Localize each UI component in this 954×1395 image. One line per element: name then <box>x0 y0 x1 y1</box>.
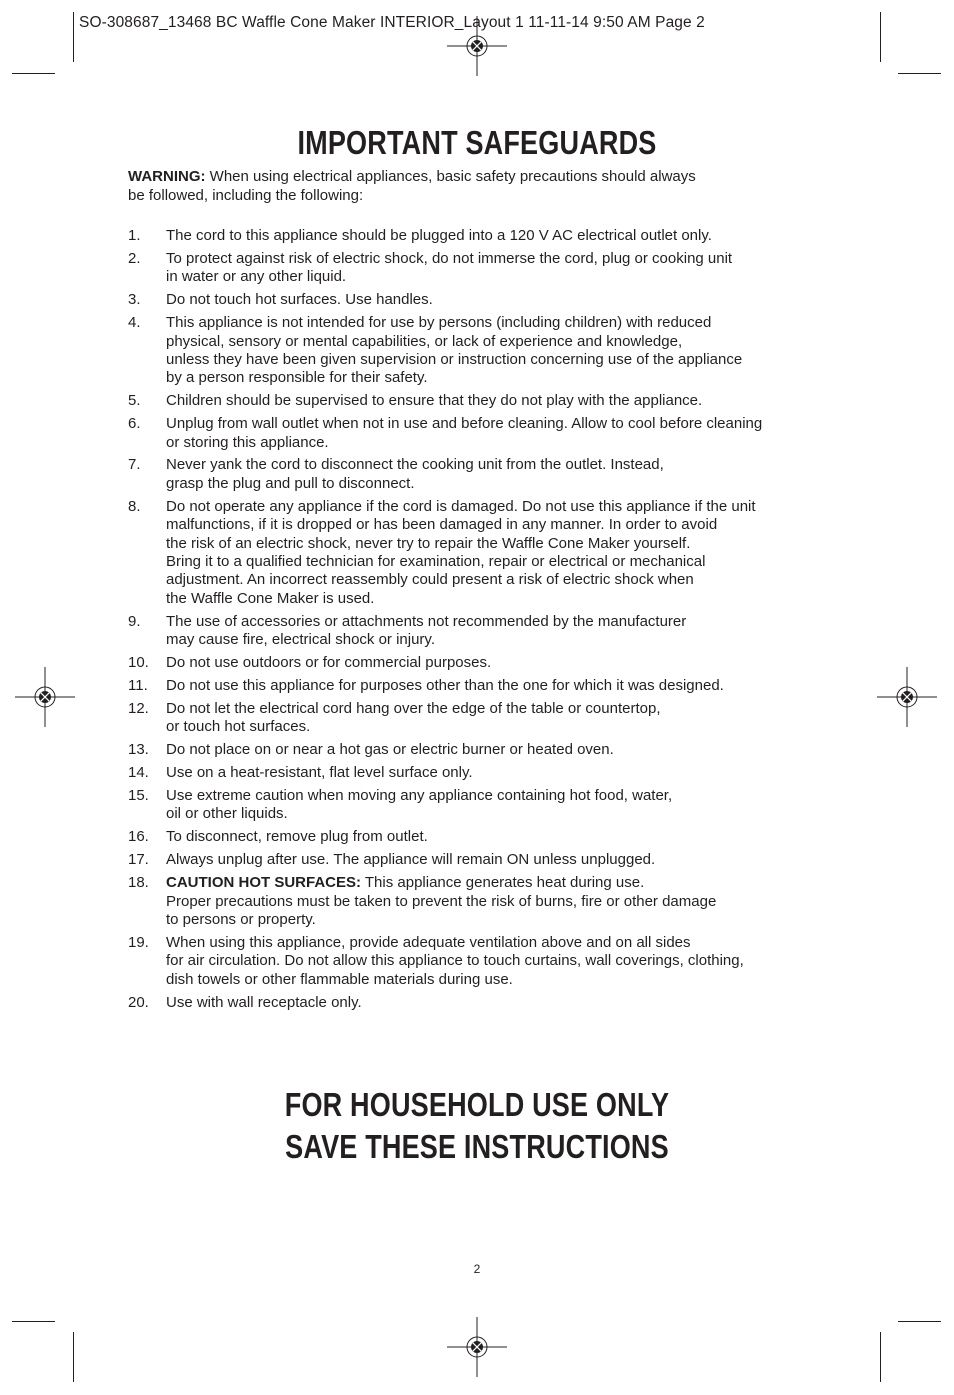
list-item-number: 9. <box>128 612 141 630</box>
list-item-number: 4. <box>128 314 141 332</box>
list-item <box>128 314 828 388</box>
list-item <box>128 392 828 410</box>
list-item <box>128 415 828 452</box>
list-item <box>128 764 828 782</box>
list-item-line: Use on a heat-resistant, flat level surface only. <box>166 764 473 782</box>
list-item-text: This appliance generates heat during use. <box>361 874 645 892</box>
page-title: IMPORTANT SAFEGUARDS <box>297 124 657 161</box>
list-item-number: 1. <box>128 227 141 244</box>
list-item-line: malfunctions, if it is dropped or has been damaged in any manner. In order to avoid <box>166 516 718 534</box>
list-item-line: Proper precautions must be taken to prevent the risk of burns, fire or other damage <box>166 892 717 910</box>
list-item-number: 15. <box>128 786 149 804</box>
list-item-line: Unplug from wall outlet when not in use and before cleaning. Allow to cool before cleaning <box>166 415 763 433</box>
list-item-line: Do not use this appliance for purposes other than the one for which it was designed. <box>166 676 724 694</box>
list-item <box>128 227 828 245</box>
list-item <box>128 291 828 309</box>
registration-mark-icon <box>877 667 937 727</box>
caution-label: CAUTION HOT SURFACES: <box>166 874 361 892</box>
list-item-line: Use with wall receptacle only. <box>166 993 362 1011</box>
list-item-line: Bring it to a qualified technician for examination, repair or electrical or mechanical <box>166 553 706 570</box>
save-instructions-heading: SAVE THESE INSTRUCTIONS <box>285 1128 669 1165</box>
list-item-number: 2. <box>128 249 141 267</box>
list-item-line: Do not let the electrical cord hang over the edge of the table or countertop, <box>166 699 661 717</box>
list-item-line: To disconnect, remove plug from outlet. <box>166 828 428 846</box>
crop-mark <box>880 1332 881 1382</box>
list-item <box>128 851 828 869</box>
list-item-number: 11. <box>128 676 148 694</box>
crop-mark <box>12 1321 55 1322</box>
list-item-line: to persons or property. <box>166 910 316 928</box>
list-item-number: 3. <box>128 291 141 309</box>
list-item <box>128 250 828 287</box>
list-item-number: 18. <box>128 874 149 892</box>
list-item-line: by a person responsible for their safety. <box>166 369 428 387</box>
list-item-line: or storing this appliance. <box>166 433 329 451</box>
registration-mark-icon <box>447 16 507 76</box>
list-item-line: the risk of an electric shock, never try to repair the Waffle Cone Maker yourself. <box>166 534 691 552</box>
list-item-number: 17. <box>128 851 149 869</box>
warning-paragraph <box>128 168 768 205</box>
list-item-line: Do not place on or near a hot gas or electric burner or heated oven. <box>166 741 614 759</box>
warning-label: WARNING: <box>128 168 206 185</box>
list-item-line: The use of accessories or attachments not recommended by the manufacturer <box>166 612 687 630</box>
warning-text-line-1: When using electrical appliances, basic safety precautions should always <box>205 168 696 185</box>
list-item-line: Do not touch hot surfaces. Use handles. <box>166 291 433 309</box>
list-item <box>128 934 828 989</box>
list-item-line: Always unplug after use. The appliance will remain ON unless unplugged. <box>166 851 656 869</box>
registration-mark-icon <box>15 667 75 727</box>
list-item-number: 6. <box>128 415 141 433</box>
list-item-line: the Waffle Cone Maker is used. <box>166 589 375 607</box>
list-item <box>128 874 828 929</box>
list-item-number: 14. <box>128 764 149 782</box>
list-item <box>128 700 828 737</box>
list-item-number: 13. <box>128 741 149 759</box>
registration-mark-icon <box>447 1317 507 1377</box>
list-item-line: To protect against risk of electric shock, do not immerse the cord, plug or cooking unit <box>166 249 733 267</box>
list-item-line: Never yank the cord to disconnect the cooking unit from the outlet. Instead, <box>166 456 664 474</box>
list-item-line: This appliance is not intended for use by persons (including children) with reduced <box>166 314 712 332</box>
list-item <box>128 994 828 1012</box>
list-item-number: 20. <box>128 993 149 1011</box>
list-item-number: 7. <box>128 456 141 474</box>
list-item-number: 16. <box>128 828 149 846</box>
crop-mark <box>898 73 941 74</box>
list-item-line: The cord to this appliance should be plugged into a 120 V AC electrical outlet only. <box>166 227 712 244</box>
crop-mark <box>73 1332 74 1382</box>
list-item-line: or touch hot surfaces. <box>166 718 311 736</box>
list-item <box>128 828 828 846</box>
page-number: 2 <box>473 1262 481 1276</box>
list-item <box>128 654 828 672</box>
list-item-line: Do not use outdoors or for commercial purposes. <box>166 654 492 672</box>
crop-mark <box>880 12 881 62</box>
list-item-number: 5. <box>128 392 141 410</box>
list-item-line: oil or other liquids. <box>166 805 288 823</box>
printer-slug-line: SO-308687_13468 BC Waffle Cone Maker INTERIOR_Layout 1 11-11-14 9:50 AM Page 2 <box>79 14 705 31</box>
list-item-line: grasp the plug and pull to disconnect. <box>166 474 415 492</box>
list-item <box>128 787 828 824</box>
list-item <box>128 741 828 759</box>
list-item-line: dish towels or other flammable materials during use. <box>166 970 513 988</box>
list-item-line: may cause fire, electrical shock or injury. <box>166 631 435 649</box>
crop-mark <box>898 1321 941 1322</box>
crop-mark <box>73 12 74 62</box>
list-item-line: Do not operate any appliance if the cord is damaged. Do not use this appliance if the unit <box>166 497 756 515</box>
list-item-number: 10. <box>128 654 149 672</box>
warning-text-line-2: be followed, including the following: <box>128 186 364 204</box>
household-use-heading: FOR HOUSEHOLD USE ONLY <box>284 1086 670 1123</box>
crop-mark <box>12 73 55 74</box>
list-item-line: When using this appliance, provide adequate ventilation above and on all sides <box>166 933 691 951</box>
list-item-line: adjustment. An incorrect reassembly could present a risk of electric shock when <box>166 571 694 589</box>
list-item-line: Children should be supervised to ensure that they do not play with the appliance. <box>166 392 703 410</box>
list-item-line: in water or any other liquid. <box>166 268 347 286</box>
list-item <box>128 677 828 695</box>
list-item-line: for air circulation. Do not allow this appliance to touch curtains, wall coverings, clothing, <box>166 952 744 970</box>
list-item-number: 8. <box>128 497 141 515</box>
list-item <box>128 613 828 650</box>
list-item-line <box>166 874 828 892</box>
list-item-line: physical, sensory or mental capabilities, or lack of experience and knowledge, <box>166 332 683 350</box>
list-item-number: 12. <box>128 699 149 717</box>
safeguards-list <box>128 227 828 1016</box>
list-item <box>128 498 828 608</box>
list-item-number: 19. <box>128 933 149 951</box>
list-item-line: Use extreme caution when moving any appliance containing hot food, water, <box>166 786 673 804</box>
list-item-line: unless they have been given supervision or instruction concerning use of the appliance <box>166 350 743 368</box>
list-item <box>128 456 828 493</box>
